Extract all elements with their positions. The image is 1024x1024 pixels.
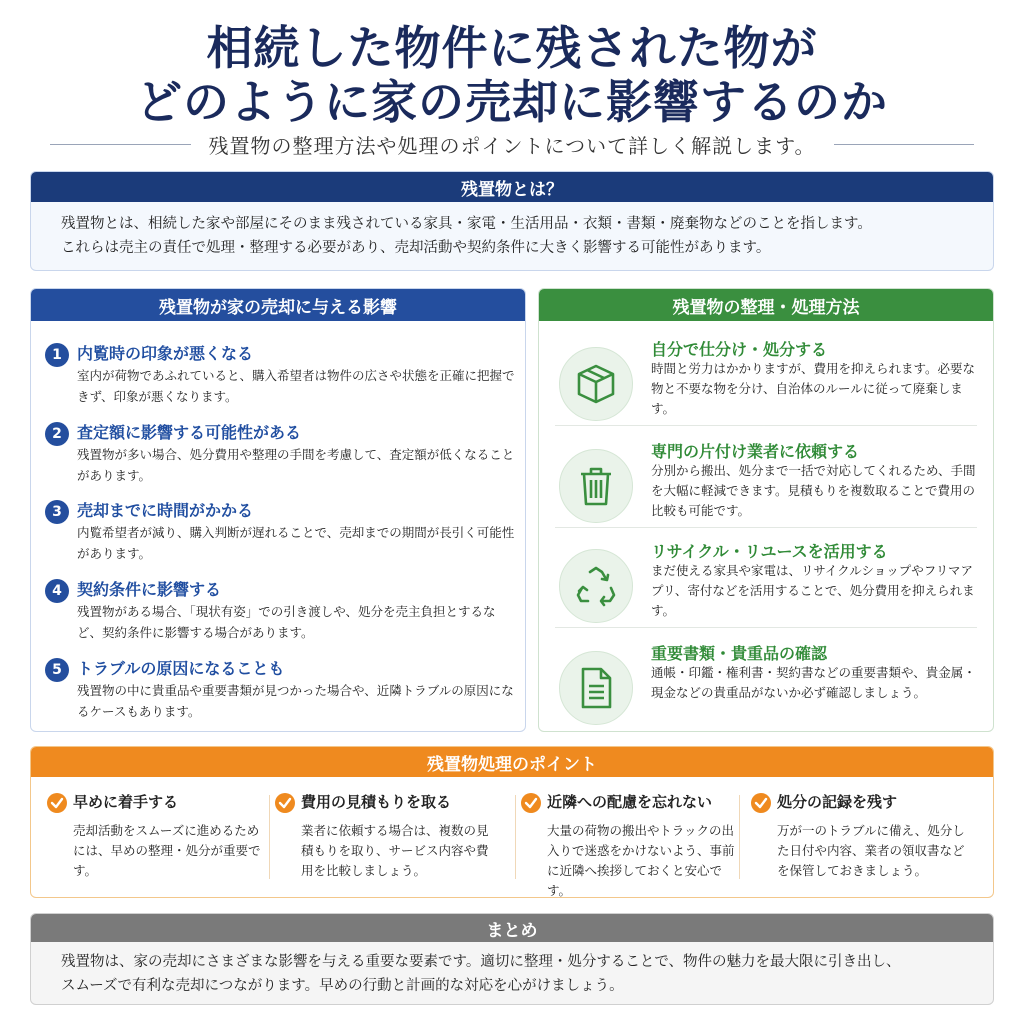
number-badge: 2 [45, 422, 69, 446]
check-icon [47, 793, 67, 813]
effect-text: 残置物の中に貴重品や重要書類が見つかった場合や、近隣トラブルの原因になるケースもあります。 [77, 683, 514, 719]
point-text: 大量の荷物の搬出やトラックの出入りで迷惑をかけないよう、事前に近隣へ挨拶しておくと安心です。 [547, 823, 735, 898]
method-title: 重要書類・貴重品の確認 [651, 644, 828, 663]
subtitle-row [50, 128, 974, 160]
effect-text: 残置物が多い場合、処分費用や整理の手間を考慮して、査定額が低くなることがあります。 [77, 447, 515, 483]
points-section [30, 746, 994, 898]
method-item [553, 641, 981, 732]
point-text: 業者に依頼する場合は、複数の見積もりを取り、サービス内容や費用を比較しましょう。 [301, 823, 489, 878]
method-text: まだ使える家具や家電は、リサイクルショップやフリマアプリ、寄付などを活用することで、処分費用を抑えられます。 [651, 563, 975, 618]
method-item [553, 337, 981, 429]
document-icon [559, 651, 633, 725]
effect-text: 室内が荷物であふれていると、購入希望者は物件の広さや状態を正確に把握できず、印象が悪くなります。 [77, 368, 515, 404]
point-item [751, 791, 976, 891]
method-divider [555, 425, 977, 426]
trash-icon [559, 449, 633, 523]
point-text: 万が一のトラブルに備え、処分した日付や内容、業者の領収書などを保管しておきましょう。 [777, 823, 965, 878]
point-item [521, 791, 746, 898]
points-heading: 残置物処理のポイント [31, 747, 993, 777]
effect-title: 内覧時の印象が悪くなる [77, 344, 254, 363]
point-title: 早めに着手する [73, 793, 179, 811]
summary-section [30, 913, 994, 1005]
summary-line2: スムーズで有利な売却につながります。早めの行動と計画的な対応を心がけましょう。 [61, 978, 624, 994]
effect-title: 売却までに時間がかかる [77, 501, 254, 520]
recycle-icon [559, 549, 633, 623]
page-subtitle: 残置物の整理方法や処理のポイントについて詳しく解説します。 [208, 133, 816, 158]
point-divider [269, 795, 270, 879]
box-icon [559, 347, 633, 421]
effect-title: 契約条件に影響する [77, 580, 222, 599]
methods-heading: 残置物の整理・処理方法 [539, 289, 993, 321]
effect-text: 残置物がある場合、「現状有姿」での引き渡しや、処分を売主負担とするなど、契約条件に影響する場合があります。 [77, 604, 496, 640]
whatis-body [31, 202, 993, 270]
number-badge: 4 [45, 579, 69, 603]
summary-body [31, 942, 993, 1005]
whatis-line1: 残置物とは、相続した家や部屋にそのまま残されている家具・家電・生活用品・衣類・書類・廃棄物などのことを指します。 [61, 216, 872, 232]
number-badge: 3 [45, 500, 69, 524]
subtitle-rule-right [834, 144, 975, 145]
point-title: 近隣への配慮を忘れない [547, 793, 713, 811]
method-text: 通帳・印鑑・権利書・契約書などの重要書類や、貴金属・現金などの貴重品がないか必ず確認しましょう。 [651, 665, 976, 700]
check-icon [521, 793, 541, 813]
point-title: 処分の記録を残す [777, 793, 898, 811]
methods-section [538, 288, 994, 732]
number-badge: 1 [45, 343, 69, 367]
point-text: 売却活動をスムーズに進めるためには、早めの整理・処分が重要です。 [73, 823, 261, 878]
whatis-heading: 残置物とは？ [31, 172, 993, 202]
effect-text: 内覧希望者が減り、購入判断が遅れることで、売却までの期間が長引く可能性があります。 [77, 525, 515, 561]
point-item [275, 791, 500, 891]
effect-title: 査定額に影響する可能性がある [77, 423, 302, 442]
method-text: 分別から搬出、処分まで一括で対応してくれるため、手間を大幅に軽減できます。見積もりを複数取ることで費用の比較も可能です。 [651, 463, 976, 518]
method-divider [555, 627, 977, 628]
check-icon [275, 793, 295, 813]
effects-heading: 残置物が家の売却に与える影響 [31, 289, 525, 321]
method-title: 自分で仕分け・処分する [651, 340, 828, 359]
effect-title: トラブルの原因になることも [77, 659, 285, 678]
summary-line1: 残置物は、家の売却にさまざまな影響を与える重要な要素です。適切に整理・処分することで、物件の魅力を最大限に引き出し、 [61, 954, 901, 970]
page-title-line1: 相続した物件に残された物が [206, 21, 818, 75]
method-title: 専門の片付け業者に依頼する [651, 442, 860, 461]
point-title: 費用の見積もりを取る [301, 793, 452, 811]
point-divider [515, 795, 516, 879]
effects-section [30, 288, 526, 732]
method-item [553, 539, 981, 631]
method-item [553, 439, 981, 531]
summary-heading: まとめ [31, 914, 993, 942]
subtitle-rule-left [50, 144, 191, 145]
page-title-line2: どのように家の売却に影響するのか [136, 75, 888, 129]
whatis-line2: これらは売主の責任で処理・整理する必要があり、売却活動や契約条件に大きく影響する可能性があります。 [61, 240, 771, 256]
method-divider [555, 527, 977, 528]
method-text: 時間と労力はかかりますが、費用を抑えられます。必要な物と不要な物を分け、自治体のルールに従って廃棄します。 [651, 361, 976, 416]
whatis-section [30, 171, 994, 271]
number-badge: 5 [45, 658, 69, 682]
check-icon [751, 793, 771, 813]
point-item [47, 791, 272, 891]
method-title: リサイクル・リユースを活用する [651, 542, 888, 561]
point-divider [739, 795, 740, 879]
